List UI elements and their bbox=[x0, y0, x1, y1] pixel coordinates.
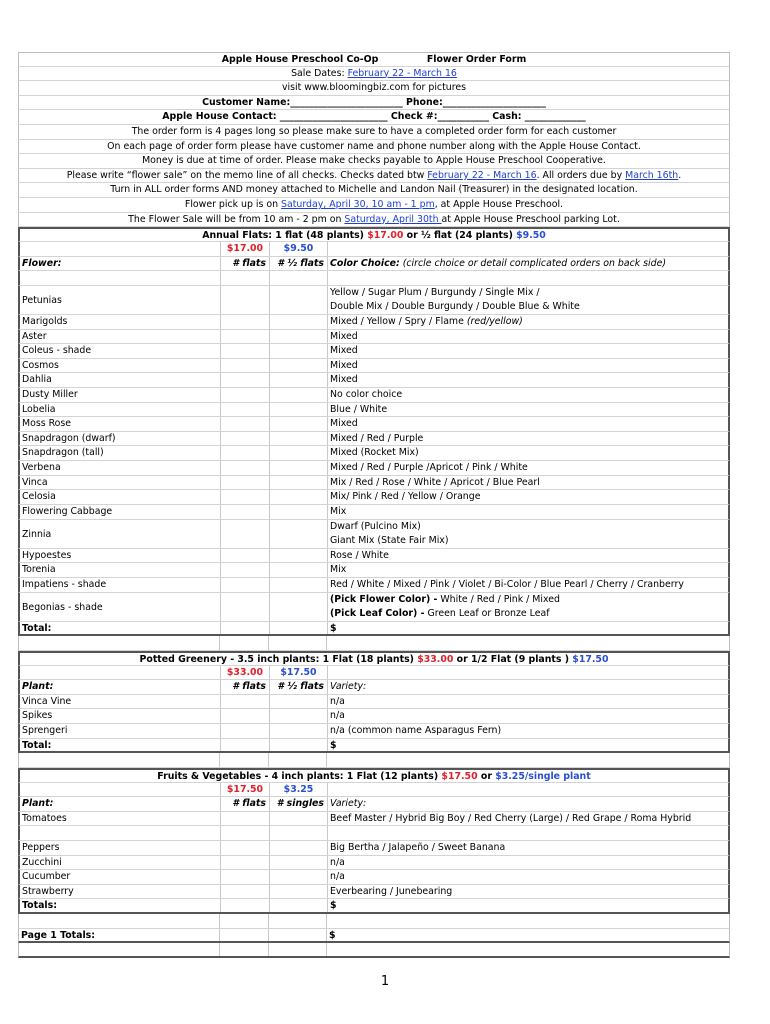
item-name: Coleus - shade bbox=[20, 344, 221, 358]
note-row: The order form is 4 pages long so please make sure to have a completed order form for each customer bbox=[18, 125, 730, 140]
qty-flats-input[interactable] bbox=[221, 461, 270, 475]
qty-half-input[interactable] bbox=[270, 520, 328, 548]
item-options: Mixed / Yellow / Spry / Flame (red/yellow) bbox=[330, 315, 523, 327]
table-row bbox=[18, 417, 730, 432]
table-row bbox=[18, 841, 730, 856]
potted-total-amount[interactable]: $ bbox=[330, 739, 337, 751]
item-options: Big Bertha / Jalapeño / Sweet Banana bbox=[330, 841, 506, 853]
item-options: Rose / White bbox=[330, 549, 389, 561]
item-name: Vinca bbox=[20, 476, 221, 490]
fruits-column-headers: Plant: # flats # singles Variety: bbox=[18, 797, 730, 812]
item-name: Dusty Miller bbox=[20, 388, 221, 402]
potted-price-row: $33.00 $17.50 bbox=[18, 666, 730, 681]
qty-flats-input[interactable] bbox=[221, 812, 270, 826]
qty-half-input[interactable] bbox=[270, 695, 328, 709]
spacer-row bbox=[18, 636, 730, 651]
qty-singles-input[interactable] bbox=[270, 870, 328, 884]
qty-flats-input[interactable] bbox=[221, 593, 270, 621]
form-title: Flower Order Form bbox=[426, 54, 527, 65]
qty-half-input[interactable] bbox=[270, 578, 328, 592]
pickup-date-link[interactable]: Saturday, April 30, 10 am - 1 pm bbox=[281, 199, 435, 211]
item-name: Cucumber bbox=[20, 870, 221, 884]
fruits-total-amount[interactable]: $ bbox=[330, 900, 337, 912]
form-title-row bbox=[18, 52, 730, 67]
customer-row[interactable]: Customer Name:________________________ Phone:______________________ bbox=[18, 96, 730, 111]
table-row bbox=[18, 315, 730, 330]
qty-half-input[interactable] bbox=[270, 388, 328, 402]
table-row bbox=[18, 271, 730, 286]
note-row: Turn in ALL order forms AND money attached to Michelle and Landon Nail (Treasurer) in the designated location. bbox=[18, 183, 730, 198]
table-row-petunias: Petunias Yellow / Sugar Plum / Burgundy / Single Mix / Double Mix / Double Burgundy / Double Blue & White bbox=[18, 286, 730, 315]
org-name: Apple House Preschool Co-Op bbox=[221, 54, 379, 65]
item-name: Celosia bbox=[20, 490, 221, 504]
qty-flats-input[interactable] bbox=[221, 695, 270, 709]
item-options: n/a bbox=[330, 871, 345, 883]
item-options: Mixed / Red / Purple /Apricot / Pink / White bbox=[330, 462, 528, 474]
sale-date-link[interactable]: Saturday, April 30th bbox=[344, 213, 442, 225]
item-options: n/a (common name Asparagus Fern) bbox=[330, 725, 502, 737]
item-options: Everbearing / Junebearing bbox=[330, 885, 453, 897]
potted-section-title: Potted Greenery - 3.5 inch plants: 1 Flat (18 plants) $33.00 or 1/2 Flat (9 plants ) $17.50 bbox=[18, 651, 730, 666]
qty-half-input[interactable] bbox=[270, 505, 328, 519]
qty-half-input[interactable] bbox=[270, 359, 328, 373]
item-options: Mixed bbox=[330, 359, 358, 371]
qty-half-input[interactable] bbox=[270, 286, 328, 314]
table-row bbox=[18, 373, 730, 388]
visit-row: visit www.bloomingbiz.com for pictures bbox=[18, 81, 730, 96]
item-name: Aster bbox=[20, 330, 221, 344]
orders-due-link[interactable]: March 16th bbox=[625, 169, 679, 181]
spacer-row bbox=[18, 753, 730, 768]
table-row bbox=[18, 870, 730, 885]
qty-half-input[interactable] bbox=[270, 563, 328, 577]
item-options: Mixed (Rocket Mix) bbox=[330, 447, 419, 459]
qty-flats-input[interactable] bbox=[221, 563, 270, 577]
item-name: Sprengeri bbox=[20, 724, 221, 738]
item-options: Mix/ Pink / Red / Yellow / Orange bbox=[330, 491, 481, 503]
item-options: Mixed bbox=[330, 374, 358, 386]
table-row bbox=[18, 330, 730, 345]
qty-flats-input[interactable] bbox=[221, 520, 270, 548]
potted-column-headers: Plant: # flats # ½ flats Variety: bbox=[18, 680, 730, 695]
table-row bbox=[18, 578, 730, 593]
table-row bbox=[18, 549, 730, 564]
qty-flats-input[interactable] bbox=[221, 549, 270, 563]
fruits-total-row: Totals: $ bbox=[18, 899, 730, 914]
fruits-price-row: $17.50 $3.25 bbox=[18, 783, 730, 798]
qty-singles-input[interactable] bbox=[270, 812, 328, 826]
qty-flats-input[interactable] bbox=[221, 446, 270, 460]
qty-flats-input[interactable] bbox=[221, 373, 270, 387]
qty-flats-input[interactable] bbox=[221, 490, 270, 504]
page-number: 1 bbox=[380, 974, 390, 989]
item-options: Red / White / Mixed / Pink / Violet / Bi-Color / Blue Pearl / Cherry / Cranberry bbox=[330, 578, 684, 590]
item-options: Mix bbox=[330, 564, 347, 576]
table-row bbox=[18, 709, 730, 724]
item-name: Zucchini bbox=[20, 856, 221, 870]
table-row bbox=[18, 695, 730, 710]
item-name: Flowering Cabbage bbox=[20, 505, 221, 519]
item-name: Vinca Vine bbox=[20, 695, 221, 709]
note-row: On each page of order form please have customer name and phone number along with the Apple House Contact. bbox=[18, 140, 730, 155]
table-row bbox=[18, 344, 730, 359]
qty-half-input[interactable] bbox=[270, 330, 328, 344]
item-name: Peppers bbox=[20, 841, 221, 855]
table-row bbox=[18, 505, 730, 520]
item-name: Impatiens - shade bbox=[20, 578, 221, 592]
item-options: Blue / White bbox=[330, 403, 388, 415]
table-row bbox=[18, 724, 730, 739]
table-row bbox=[18, 461, 730, 476]
table-row-begonias: Begonias - shade (Pick Flower Color) - White / Red / Pink / Mixed (Pick Leaf Color) - Green Leaf or Bronze Leaf bbox=[18, 593, 730, 622]
qty-half-input[interactable] bbox=[270, 549, 328, 563]
checks-dated-link[interactable]: February 22 - March 16 bbox=[427, 169, 537, 181]
item-options: Mixed bbox=[330, 345, 358, 357]
qty-flats-input[interactable] bbox=[221, 403, 270, 417]
fruits-section-title: Fruits & Vegetables - 4 inch plants: 1 Flat (12 plants) $17.50 or $3.25/single plant bbox=[18, 768, 730, 783]
order-form-sheet bbox=[18, 52, 730, 958]
table-row bbox=[18, 826, 730, 841]
qty-flats-input[interactable] bbox=[221, 344, 270, 358]
item-options: No color choice bbox=[330, 389, 403, 401]
note-row: The Flower Sale will be from 10 am - 2 pm on Saturday, April 30th at Apple House Preschool parking Lot. bbox=[18, 213, 730, 228]
table-row bbox=[18, 856, 730, 871]
qty-half-input[interactable] bbox=[270, 403, 328, 417]
item-name: Snapdragon (dwarf) bbox=[20, 432, 221, 446]
item-name: Marigolds bbox=[20, 315, 221, 329]
qty-half-input[interactable] bbox=[270, 476, 328, 490]
qty-flats-input[interactable] bbox=[221, 841, 270, 855]
annual-section-title: Annual Flats: 1 flat (48 plants) $17.00 or ½ flat (24 plants) $9.50 bbox=[18, 227, 730, 242]
qty-half-input[interactable] bbox=[270, 432, 328, 446]
item-name: Torenia bbox=[20, 563, 221, 577]
item-name: Dahlia bbox=[20, 373, 221, 387]
item-name: Lobelia bbox=[20, 403, 221, 417]
qty-flats-input[interactable] bbox=[221, 578, 270, 592]
qty-flats-input[interactable] bbox=[221, 724, 270, 738]
item-options: n/a bbox=[330, 710, 345, 722]
table-row bbox=[18, 359, 730, 374]
qty-half-input[interactable] bbox=[270, 490, 328, 504]
item-name: Cosmos bbox=[20, 359, 221, 373]
qty-half-input[interactable] bbox=[270, 709, 328, 723]
qty-singles-input[interactable] bbox=[270, 885, 328, 899]
qty-half-input[interactable] bbox=[270, 417, 328, 431]
item-options: n/a bbox=[330, 695, 345, 707]
table-row bbox=[18, 388, 730, 403]
qty-half-input[interactable] bbox=[270, 461, 328, 475]
table-row bbox=[18, 446, 730, 461]
qty-flats-input[interactable] bbox=[221, 885, 270, 899]
table-row bbox=[18, 403, 730, 418]
qty-half-input[interactable] bbox=[270, 724, 328, 738]
item-name: Verbena bbox=[20, 461, 221, 475]
potted-total-row: Total: $ bbox=[18, 739, 730, 754]
item-options: Mix / Red / Rose / White / Apricot / Blue Pearl bbox=[330, 476, 540, 488]
qty-flats-input[interactable] bbox=[221, 330, 270, 344]
table-row-zinnia: Zinnia Dwarf (Pulcino Mix) Giant Mix (State Fair Mix) bbox=[18, 520, 730, 549]
note-row: Flower pick up is on Saturday, April 30, 10 am - 1 pm, at Apple House Preschool. bbox=[18, 198, 730, 213]
sale-dates-row: Sale Dates: February 22 - March 16 bbox=[18, 67, 730, 82]
item-options: Mix bbox=[330, 505, 347, 517]
qty-flats-input[interactable] bbox=[221, 476, 270, 490]
note-row: Money is due at time of order. Please make checks payable to Apple House Preschool Cooperative. bbox=[18, 154, 730, 169]
spacer-row bbox=[18, 943, 730, 958]
qty-singles-input[interactable] bbox=[270, 856, 328, 870]
qty-flats-input[interactable] bbox=[221, 286, 270, 314]
qty-singles-input[interactable] bbox=[270, 841, 328, 855]
qty-flats-input[interactable] bbox=[221, 432, 270, 446]
note-row: Please write “flower sale” on the memo line of all checks. Checks dated btw February 22 - March 16. All orders due by March 16th. bbox=[18, 169, 730, 184]
item-options: Mixed bbox=[330, 418, 358, 430]
item-name: Moss Rose bbox=[20, 417, 221, 431]
page-totals-row: Page 1 Totals: $ bbox=[18, 929, 730, 944]
contact-row[interactable]: Apple House Contact: _______________________ Check #:___________ Cash: _____________ bbox=[18, 110, 730, 125]
annual-total-row: Total: $ bbox=[18, 622, 730, 637]
table-row-tomatoes: Tomatoes Beef Master / Hybrid Big Boy / Red Cherry (Large) / Red Grape / Roma Hybrid bbox=[18, 812, 730, 827]
annual-price-row: $17.00 $9.50 bbox=[18, 242, 730, 257]
sale-dates-link[interactable]: February 22 - March 16 bbox=[347, 67, 457, 79]
table-row bbox=[18, 563, 730, 578]
qty-half-input[interactable] bbox=[270, 344, 328, 358]
item-name: Strawberry bbox=[20, 885, 221, 899]
qty-flats-input[interactable] bbox=[221, 856, 270, 870]
page-totals-amount[interactable]: $ bbox=[329, 929, 336, 941]
table-row bbox=[18, 490, 730, 505]
qty-flats-input[interactable] bbox=[221, 505, 270, 519]
spacer-row bbox=[18, 914, 730, 929]
item-options: Mixed / Red / Purple bbox=[330, 432, 424, 444]
qty-flats-input[interactable] bbox=[221, 709, 270, 723]
annual-column-headers: Flower: # flats # ½ flats Color Choice: (circle choice or detail complicated orders on back side) bbox=[18, 257, 730, 272]
qty-half-input[interactable] bbox=[270, 315, 328, 329]
qty-half-input[interactable] bbox=[270, 373, 328, 387]
qty-flats-input[interactable] bbox=[221, 417, 270, 431]
qty-flats-input[interactable] bbox=[221, 359, 270, 373]
table-row bbox=[18, 432, 730, 447]
item-name: Spikes bbox=[20, 709, 221, 723]
item-options: Mixed bbox=[330, 330, 358, 342]
table-row bbox=[18, 476, 730, 491]
qty-half-input[interactable] bbox=[270, 446, 328, 460]
item-options: n/a bbox=[330, 856, 345, 868]
annual-total-amount[interactable]: $ bbox=[330, 622, 337, 634]
qty-flats-input[interactable] bbox=[221, 388, 270, 402]
qty-flats-input[interactable] bbox=[221, 315, 270, 329]
qty-flats-input[interactable] bbox=[221, 870, 270, 884]
item-name: Snapdragon (tall) bbox=[20, 446, 221, 460]
item-name: Hypoestes bbox=[20, 549, 221, 563]
qty-half-input[interactable] bbox=[270, 593, 328, 621]
table-row bbox=[18, 885, 730, 900]
